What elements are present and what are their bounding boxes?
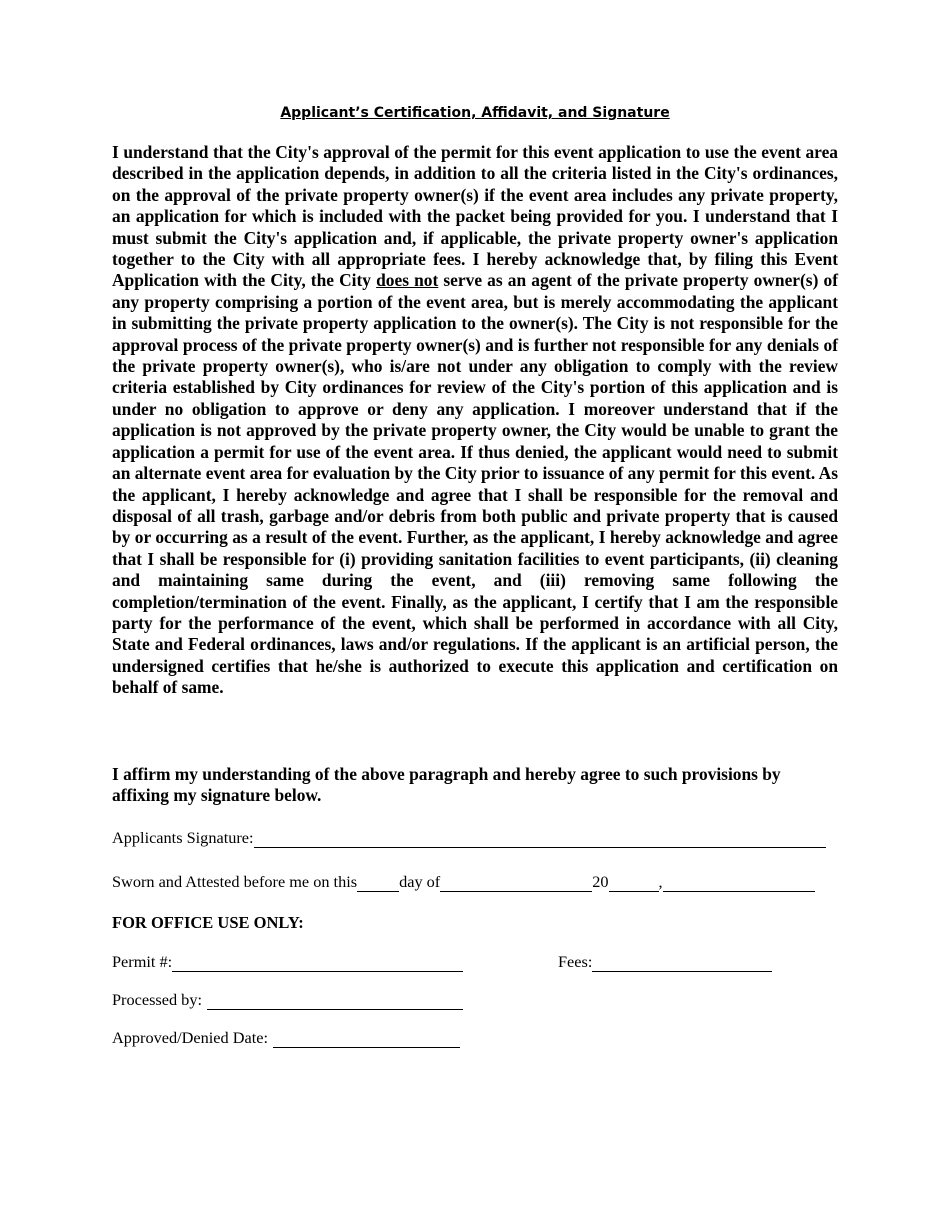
signature-label: Applicants Signature: [112, 828, 254, 847]
signature-row [112, 828, 826, 848]
month-field[interactable] [440, 875, 592, 892]
year-prefix-label: 20 [592, 872, 609, 891]
underlined-text: does not [376, 270, 439, 291]
day-of-label: day of [399, 872, 441, 891]
office-use-heading: FOR OFFICE USE ONLY: [112, 913, 304, 932]
processed-field[interactable] [207, 993, 463, 1010]
approved-label: Approved/Denied Date: [112, 1028, 268, 1047]
processed-row [112, 990, 463, 1010]
signature-field[interactable] [254, 831, 826, 848]
comma-label: , [658, 872, 663, 891]
paragraph-text-part2: serve as an agent of the private property owner(s) of any property comprising a portion of the event area, but is merely accommodating the applicant in submitting the private property application to the owner(s). The City is not responsible for the approval process of the private property owner(s) and is further not responsible for any denials of the private property owner(s), who is/are not under any obligation to comply with the review criteria established by City ordinances for review of the City's portion of this application and is under no obligation to approve or deny any application. I moreover understand that if the application is not approved by the private property owner, the City would be unable to grant the application a permit for use of the event area. If thus denied, the applicant would need to submit an alternate event area for evaluation by the City prior to issuance of any permit for this event. As the applicant, I hereby acknowledge and agree that I shall be responsible for the removal and disposal of all trash, garbage and/or debris from both public and private property that is caused by or occurring as a result of the event. Further, as the applicant, I hereby acknowledge and agree that I shall be responsible for (i) providing sanitation facilities to event participants, (ii) cleaning and maintaining same during the event, and (iii) removing same following the completion/termination of the event. Finally, as the applicant, I certify that I am the responsible party for the performance of the event, which shall be performed in accordance with all City, State and Federal ordinances, laws and/or regulations. If the applicant is an artificial person, the undersigned certifies that he/she is authorized to execute this application and certification on behalf of same. [112, 270, 838, 698]
sworn-label: Sworn and Attested before me on this [112, 872, 358, 891]
certification-paragraph [112, 142, 838, 699]
permit-field[interactable] [172, 955, 463, 972]
fees-row [558, 952, 772, 972]
attester-field[interactable] [663, 875, 815, 892]
approved-row [112, 1028, 460, 1048]
sworn-row [112, 872, 815, 892]
fees-field[interactable] [592, 955, 772, 972]
page-title: Applicant’s Certification, Affidavit, and Signature [280, 105, 670, 121]
permit-label: Permit #: [112, 952, 173, 971]
day-field[interactable] [357, 875, 399, 892]
fees-label: Fees: [558, 952, 593, 971]
affirmation-paragraph: I affirm my understanding of the above paragraph and hereby agree to such provisions by affixing my signature below. [112, 764, 781, 806]
permit-row [112, 952, 463, 972]
year-field[interactable] [609, 875, 659, 892]
processed-label: Processed by: [112, 990, 202, 1009]
paragraph-text-part1: I understand that the City's approval of the permit for this event application to use the event area described in the application depends, in addition to all the criteria listed in the City's ordinances, on the approval of the private property owner(s) if the event area includes any private property, an application for which is included with the packet being provided for you. I understand that I must submit the City's application and, if applicable, the private property owner's application together to the City with all appropriate fees. I hereby acknowledge that, by filing this Event Application with the City, the City [112, 142, 838, 291]
approved-date-field[interactable] [273, 1031, 460, 1048]
